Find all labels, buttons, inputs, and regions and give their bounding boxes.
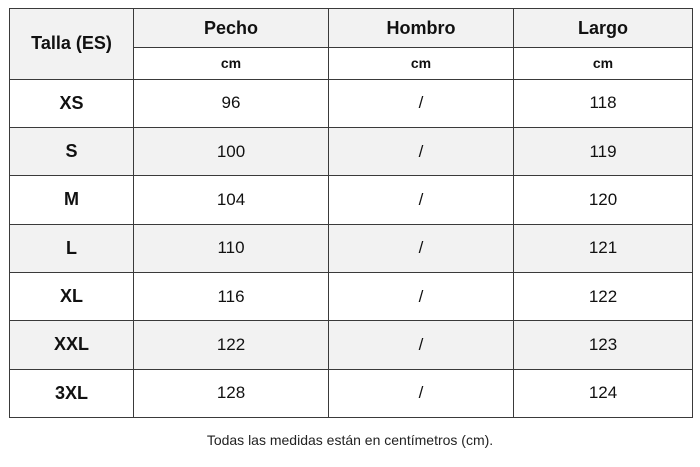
size-cell: L [10, 224, 134, 272]
largo-cell: 122 [514, 272, 693, 320]
largo-cell: 123 [514, 321, 693, 369]
size-cell: XXL [10, 321, 134, 369]
hombro-cell: / [329, 127, 514, 175]
hombro-cell: / [329, 369, 514, 417]
hombro-cell: / [329, 176, 514, 224]
hombro-column-header: Hombro [329, 9, 514, 48]
size-cell: XS [10, 79, 134, 127]
pecho-cell: 100 [134, 127, 329, 175]
size-cell: XL [10, 272, 134, 320]
pecho-cell: 104 [134, 176, 329, 224]
table-row [10, 272, 693, 320]
largo-column-header: Largo [514, 9, 693, 48]
largo-cell: 124 [514, 369, 693, 417]
hombro-cell: / [329, 272, 514, 320]
table-row [10, 176, 693, 224]
size-chart-table [9, 8, 693, 418]
hombro-unit: cm [329, 48, 514, 79]
hombro-cell: / [329, 321, 514, 369]
size-cell: M [10, 176, 134, 224]
hombro-cell: / [329, 79, 514, 127]
pecho-cell: 96 [134, 79, 329, 127]
header-row [10, 9, 693, 48]
size-cell: S [10, 127, 134, 175]
pecho-column-header: Pecho [134, 9, 329, 48]
footnote: Todas las medidas están en centímetros (cm). [206, 432, 494, 448]
hombro-cell: / [329, 224, 514, 272]
table-row [10, 79, 693, 127]
pecho-cell: 110 [134, 224, 329, 272]
pecho-cell: 128 [134, 369, 329, 417]
largo-cell: 119 [514, 127, 693, 175]
table-row [10, 127, 693, 175]
largo-unit: cm [514, 48, 693, 79]
table-row [10, 369, 693, 417]
size-cell: 3XL [10, 369, 134, 417]
pecho-unit: cm [134, 48, 329, 79]
table-row [10, 224, 693, 272]
largo-cell: 121 [514, 224, 693, 272]
table-row [10, 321, 693, 369]
pecho-cell: 122 [134, 321, 329, 369]
largo-cell: 120 [514, 176, 693, 224]
largo-cell: 118 [514, 79, 693, 127]
pecho-cell: 116 [134, 272, 329, 320]
size-column-header: Talla (ES) [10, 9, 134, 80]
